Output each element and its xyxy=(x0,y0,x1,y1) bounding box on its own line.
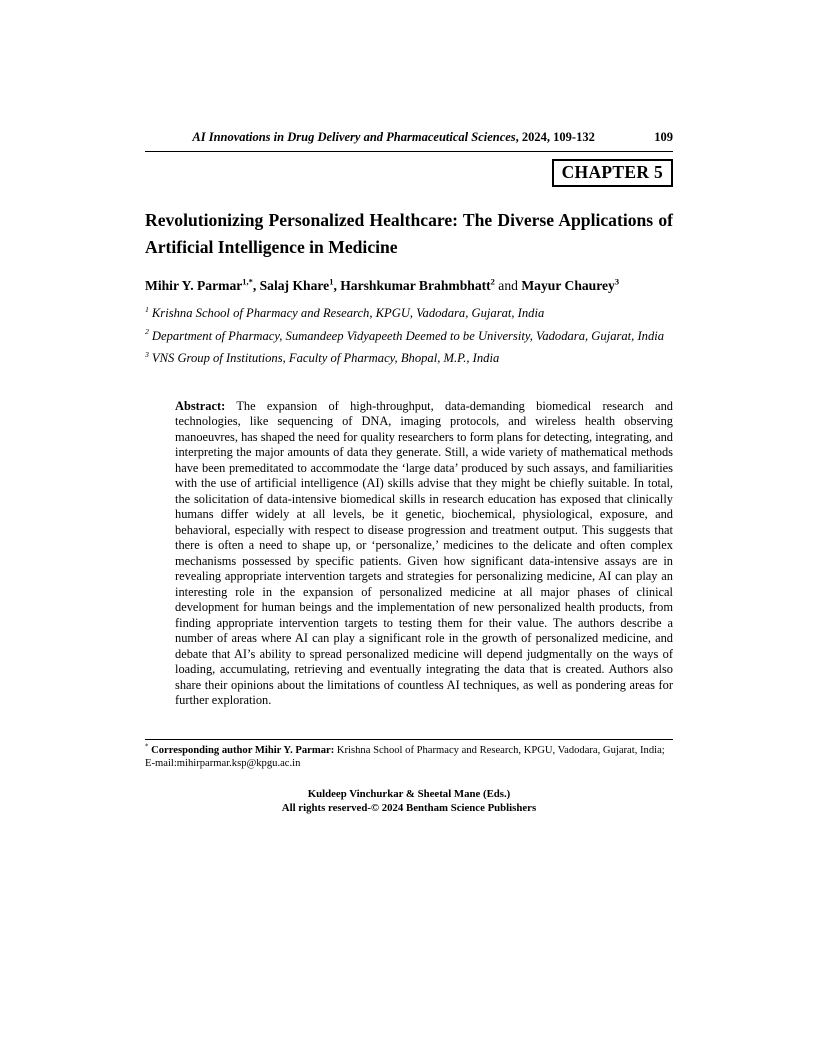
author-name: Salaj Khare xyxy=(259,278,330,293)
running-head-pages: , 2024, 109-132 xyxy=(515,130,595,144)
authors-line xyxy=(145,276,673,296)
author-name: Harshkumar Brahmbhatt xyxy=(340,278,491,293)
author-superscript: 1 xyxy=(329,276,334,287)
chapter-label: CHAPTER 5 xyxy=(552,159,673,187)
abstract-text: The expansion of high-throughput, data-demanding biomedical research and technologies, like sequencing of DNA, imaging protocols, and wireless health observing manoeuvres, has shaped the need for quality researchers to form plans for detecting, integrating, and interpreting the major amounts of data they generate. Still, a wide variety of mathematical methods have been premeditated to accommodate the ‘large data’ produced by such assays, and familiarities with the use of artificial intelligence (AI) skills advise that they might be chiefly suitable. In total, the solicitation of data-intensive biomedical skills in research education has exposed that clinically humans differ widely at all levels, be it genetic, biochemical, physiological, exposure, and behavioral, especially with respect to disease progression and treatment output. This suggests that there is often a need to shape up, or ‘personalize,’ medicines to the delicate and often complex mechanisms possessed by specific patients. Given how significant data-intensive assays are in revealing appropriate intervention targets and strategies for personalizing medicine, AI can play an interesting role in the expansion of personalized medicine at all major phases of clinical development for human beings and the implementation of new personalized health products, from finding appropriate intervention targets to testing them for their value. The authors describe a number of areas where AI can play a significant role in the growth of personalized medicine, and debate that AI’s ability to spread personalized medicine will depend judgmentally on the ways of loading, accumulating, retrieving and eventually integrating the data that is created. Authors also share their opinions about the limitations of countless AI techniques, as well as pondering areas for further exploration. xyxy=(175,398,673,707)
affiliation-item xyxy=(145,350,673,367)
affiliation-marker: 3 xyxy=(145,349,149,359)
page-number: 109 xyxy=(654,130,673,144)
running-head-row xyxy=(145,130,673,145)
footnote-text: Krishna School of Pharmacy and Research, KPGU, Vadodara, Gujarat, India; E-mail:mihirparmar.ksp@kpgu.ac.in xyxy=(145,744,665,769)
chapter-title: Revolutionizing Personalized Healthcare: The Diverse Applications of Artificial Intelligence in Medicine xyxy=(145,210,673,257)
author-name: , xyxy=(333,278,341,293)
author-superscript: 3 xyxy=(614,276,620,287)
footnote-bold: Corresponding author Mihir Y. Parmar: xyxy=(148,744,335,756)
affiliation-item xyxy=(145,305,673,322)
footnote-marker: * xyxy=(145,742,149,750)
author-superscript: 2 xyxy=(490,276,495,287)
author-superscript: 1,* xyxy=(242,276,253,287)
publisher-footer xyxy=(145,787,673,815)
abstract-block xyxy=(175,399,673,709)
affiliation-item xyxy=(145,328,673,345)
footer-editors: Kuldeep Vinchurkar & Sheetal Mane (Eds.) xyxy=(307,787,511,800)
corresponding-author-footnote xyxy=(145,744,673,771)
author-name: Mihir Y. Parmar xyxy=(145,278,243,293)
author-separator: and xyxy=(494,278,522,293)
author-name: , xyxy=(252,278,260,293)
footer-copyright: All rights reserved-© 2024 Bentham Science Publishers xyxy=(281,801,537,814)
affiliations-list xyxy=(145,305,673,367)
author-name: Mayur Chaurey xyxy=(521,278,615,293)
abstract-label: Abstract: xyxy=(175,398,226,413)
running-head-book-title: AI Innovations in Drug Delivery and Pharmaceutical Sciences xyxy=(192,130,516,144)
running-head xyxy=(145,130,642,145)
header-rule xyxy=(145,151,673,152)
chapter-row xyxy=(145,159,673,187)
footnote-rule xyxy=(145,739,673,740)
affiliation-text: VNS Group of Institutions, Faculty of Pharmacy, Bhopal, M.P., India xyxy=(151,351,500,365)
affiliation-text: Krishna School of Pharmacy and Research, KPGU, Vadodara, Gujarat, India xyxy=(151,306,545,320)
affiliation-marker: 1 xyxy=(145,304,149,314)
page-content xyxy=(145,130,673,815)
affiliation-text: Department of Pharmacy, Sumandeep Vidyapeeth Deemed to be University, Vadodara, Gujarat, India xyxy=(151,328,665,343)
affiliation-marker: 2 xyxy=(145,327,149,337)
